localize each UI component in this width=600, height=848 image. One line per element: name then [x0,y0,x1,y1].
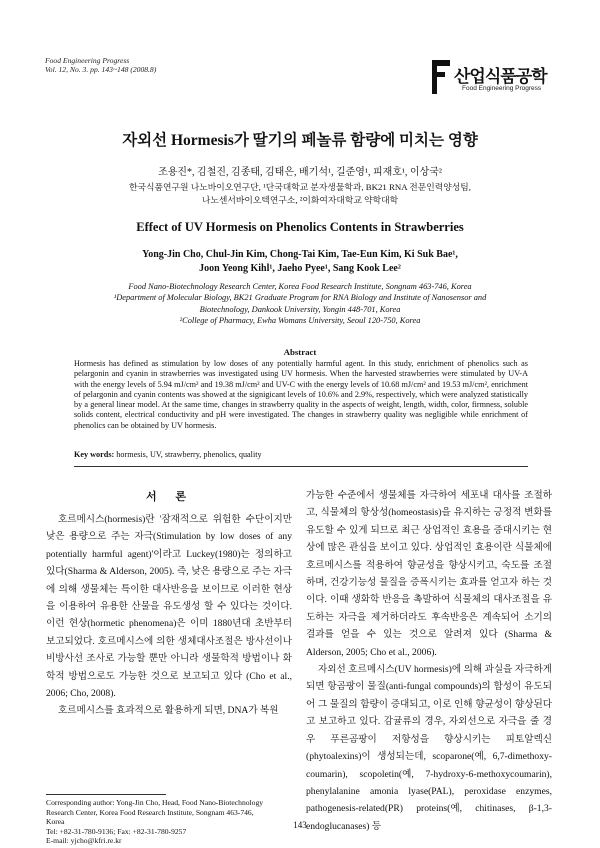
logo-f-icon [432,60,452,94]
affiliation-line: Food Nano-Biotechnology Research Center, Korea Food Research Institute, Songnam 463-746, Korea [128,282,472,291]
logo-korean: 산업식품공학 [454,67,547,87]
keywords-list: hormesis, UV, strawberry, phenolics, quality [116,450,262,459]
keywords-label: Key words: [74,450,115,459]
abstract-heading: Abstract [283,347,317,357]
title-english: Effect of UV Hormesis on Phenolics Contents in Strawberries [136,220,464,234]
footnote-line: Corresponding author: Yong-Jin Cho, Head, Food Nano-Biotechnology [46,798,264,807]
affiliations-english [0,281,600,327]
paragraph: 호르메시스를 효과적으로 활용하게 되면, DNA가 복원 [58,705,279,717]
affiliation-line: ¹Department of Molecular Biology, BK21 Graduate Program for RNA Biology and Institute of Nanosensor and [113,293,487,303]
paragraph: 가능한 수준에서 생물체를 자극하여 세포내 대사를 조절하고, 식물체의 항상성(homeostasis)을 유지하는 긍정적 변화를 유도할 수 있게 되므로 최근 상업적인 효용을 증대시키는 현상에 많은 관심을 보이고 있다. 상업적인 효용이란 식물체에 호르메시스를 적용하여 향균성을 향상시키고, 숙도를 조절하며, 건강기능성 물질을 증폭시키는 효과를 얻고자 하는 것이다. 이때 생화학 반응을 촉발하여 식물체의 대사조절을 유도하는 자극을 제거하더라도 후속반응은 계속되어 소기의 결과를 얻을 수 있는 것으로 알려져 있다 (Sharma & Alderson, 2005; Cho et al., 2006). [306,490,552,658]
affiliations-korean [0,181,600,207]
paragraph: 자외선 호르메시스(UV hormesis)에 의해 과실을 자극하게 되면 항곰팡이 물질(anti-fungal compounds)의 합성이 유도되어 그 물질의 함량이 증대되고, 이로 인해 향균성이 향상된다고 보고하고 있다. 감귤류의 경우, 자외선으로 자극을 줄 경우 푸른곰팡이 저항성을 향상시키는 피토알렉신(phytoalexins)이 생성되는데, scoparone(예, 6,7-dimethoxy-coumarin), scopoletin(예, 7-hydroxy-6-methoxycoumarin), phenylalanine amonia lyase(PAL), peroxidase enzymes, pathogenesis-related(PR) proteins(예, chitinases, β-1,3-endoglucanases) 등 [306,664,552,832]
abstract-divider [74,466,528,467]
author-line: Joon Yeong Kihl¹, Jaeho Pyee¹, Sang Kook Lee² [199,262,401,274]
page-number: 143 [293,820,307,830]
footnote-line: Korea [46,817,65,827]
affiliation-line: 한국식품연구원 나노바이오연구단, ¹단국대학교 분자생물학과, BK21 RNA 전문인력양성팀, [129,182,471,192]
authors-english [0,248,600,275]
journal-logo [432,60,560,100]
journal-name: Food Engineering Progress [45,56,130,65]
abstract-text: Hormesis has defined as stimulation by low doses of any potentially harmful agent. In this study, enrichment of phenolics such as pelargonin and cyanin in strawberries was investigated using UV hormesis. When the harvested strawberries were stimulated by UV-A with the energy levels of 5.94 mJ/cm² and 19.38 mJ/cm² and UV-C with the energy levels of 10.68 mJ/cm² and 19.53 mJ/cm², enrichment of pelargonin and cyanin contents was showed at the signigicant levels of 10.6% and 2.9%, respectively, which were analyzed statistically by a general linear model. At the same time, changes in strawberry quality in the aspects of weight, length, width, color, firmness, soluble solids content, electrical conductivity and pH were investigated. The changes in strawberry quality was negligible while enrichment of phenolics can be obtained by UV hormesis. [74,359,528,430]
title-korean: 자외선 Hormesis가 딸기의 페놀류 함량에 미치는 영향 [122,132,478,149]
paragraph: 호르메시스(hormesis)란 '잠재적으로 위험한 수단이지만 낮은 용량으로 주는 자극(Stimulation by low doses of any potentially harmful agent)'이라고 Luckey(1980)는 정의하고 있다(Sharma & Alderson, 2005). 즉, 낮은 용량으로 주는 자극에 의해 생물체는 특이한 대사반응을 보이므로 이러한 현상을 이용하여 유용한 산물을 유도생성 할 수 있다는 것이다. 이런 현상(hormetic phenomena)은 이미 1880년대 초반부터 보고되었다. 호르메시스에 의한 생체대사조절은 방사선이나 비방사선 조사로 가능할 뿐만 아니라 생물학적 방법이나 화학적 방법으로도 가능한 것으로 보고되고 있다 (Cho et al., 2006; Cho, 2008). [46,514,292,700]
body-column-left [46,511,292,720]
affiliation-line: ²College of Pharmacy, Ewha Womans University, Seoul 120-750, Korea [179,316,421,326]
affiliation-line: Biotechnology, Dankook University, Yongin 448-701, Korea [199,304,401,314]
journal-header [45,56,156,74]
footnote-divider [46,794,166,795]
footnote-line: Research Center, Korea Food Research Institute, Songnam 463-746, [46,807,254,817]
footnote-line: E-mail: yjcho@kfri.re.kr [46,836,122,846]
author-line: Yong-Jin Cho, Chul-Jin Kim, Chong-Tai Kim, Tae-Eun Kim, Ki Suk Bae¹, [142,249,458,260]
affiliation-line: 나노센서바이오텍연구소, ²이화여자대학교 약학대학 [201,195,399,205]
journal-volume: Vol. 12, No. 3. pp. 143~148 (2008.8) [45,65,157,74]
keywords [74,450,528,459]
footnote-line: Tel: +82-31-780-9136; Fax: +82-31-780-9257 [46,826,187,836]
body-column-right [306,487,552,835]
authors-korean: 조용진*, 김철진, 김종태, 김태은, 배기석¹, 길준영¹, 피재호¹, 이상국² [158,167,442,178]
section-heading-introduction: 서 론 [145,491,194,503]
logo-english: Food Engineering Progress [462,85,542,92]
